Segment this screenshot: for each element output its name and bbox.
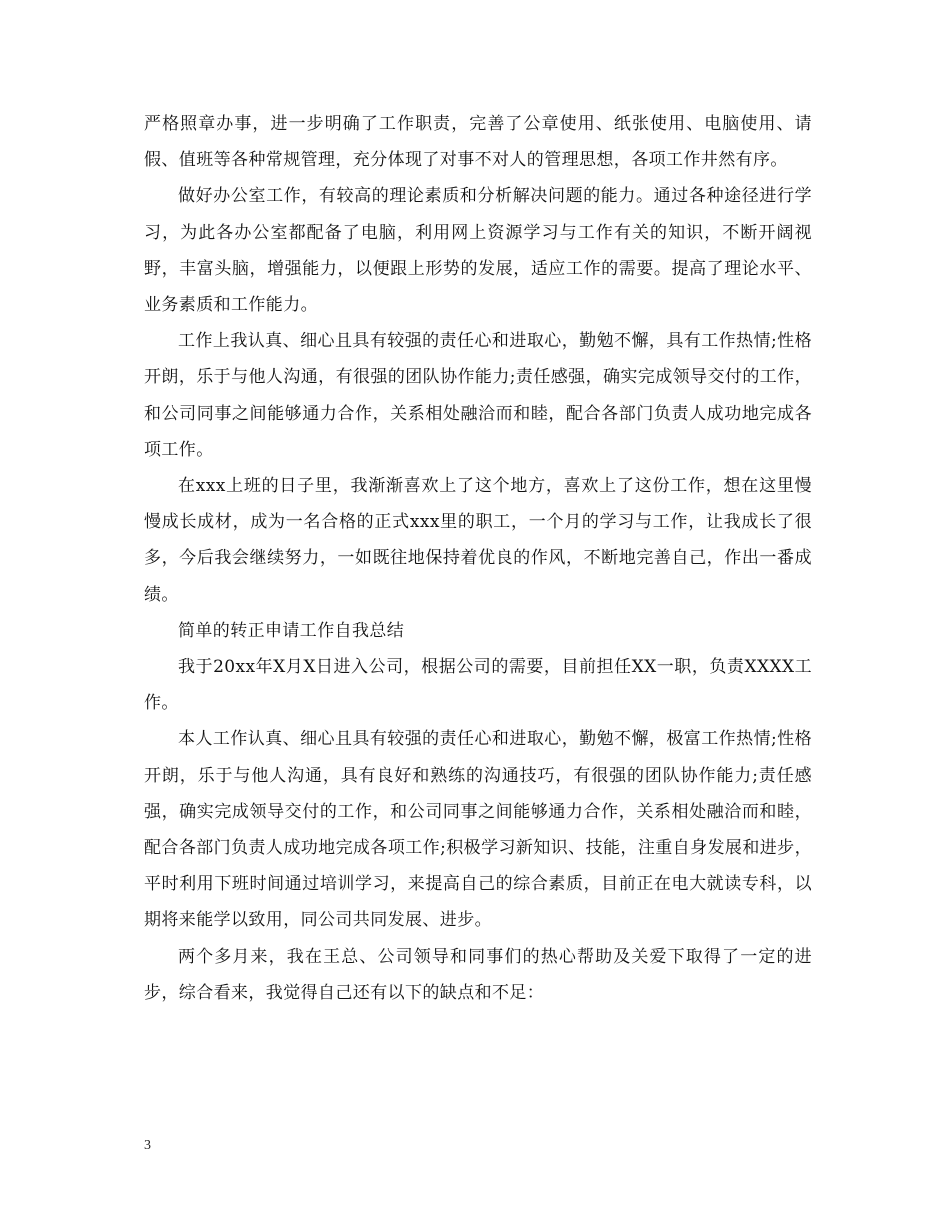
paragraph-6: 我于20xx年X月X日进入公司，根据公司的需要，目前担任XX一职，负责XXXX工作。 bbox=[144, 657, 812, 714]
section-heading: 简单的转正申请工作自我总结 bbox=[178, 620, 405, 641]
paragraph-3: 工作上我认真、细心且具有较强的责任心和进取心，勤勉不懈，具有工作热情;性格开朗，乐于与他人沟通，有很强的团队协作能力;责任感强，确实完成领导交付的工作，和公司同事之间能够通力合作，关系相处融洽而和睦，配合各部门负责人成功地完成各项工作。 bbox=[144, 331, 812, 460]
document-body bbox=[144, 106, 812, 1011]
paragraph-2: 做好办公室工作，有较高的理论素质和分析解决问题的能力。通过各种途径进行学习，为此各办公室都配备了电脑，利用网上资源学习与工作有关的知识，不断开阔视野，丰富头脑，增强能力，以便跟上形势的发展，适应工作的需要。提高了理论水平、业务素质和工作能力。 bbox=[144, 186, 812, 316]
paragraph-1: 严格照章办事，进一步明确了工作职责，完善了公章使用、纸张使用、电脑使用、请假、值班等各种常规管理，充分体现了对事不对人的管理思想，各项工作井然有序。 bbox=[144, 114, 812, 171]
page-number: 3 bbox=[144, 1138, 151, 1153]
paragraph-7: 本人工作认真、细心且具有较强的责任心和进取心，勤勉不懈，极富工作热情;性格开朗，乐于与他人沟通，具有良好和熟练的沟通技巧，有很强的团队协作能力;责任感强，确实完成领导交付的工作，和公司同事之间能够通力合作，关系相处融洽而和睦，配合各部门负责人成功地完成各项工作;积极学习新知识、技能，注重自身发展和进步，平时利用下班时间通过培训学习，来提高自己的综合素质，目前正在电大就读专科，以期将来能学以致用，同公司共同发展、进步。 bbox=[144, 729, 812, 931]
paragraph-4: 在xxx上班的日子里，我渐渐喜欢上了这个地方，喜欢上了这份工作，想在这里慢慢成长成材，成为一名合格的正式xxx里的职工，一个月的学习与工作，让我成长了很多，今后我会继续努力，一如既往地保持着优良的作风，不断地完善自己，作出一番成绩。 bbox=[144, 476, 812, 605]
paragraph-8: 两个多月来，我在王总、公司领导和同事们的热心帮助及关爱下取得了一定的进步，综合看来，我觉得自己还有以下的缺点和不足： bbox=[144, 946, 812, 1003]
